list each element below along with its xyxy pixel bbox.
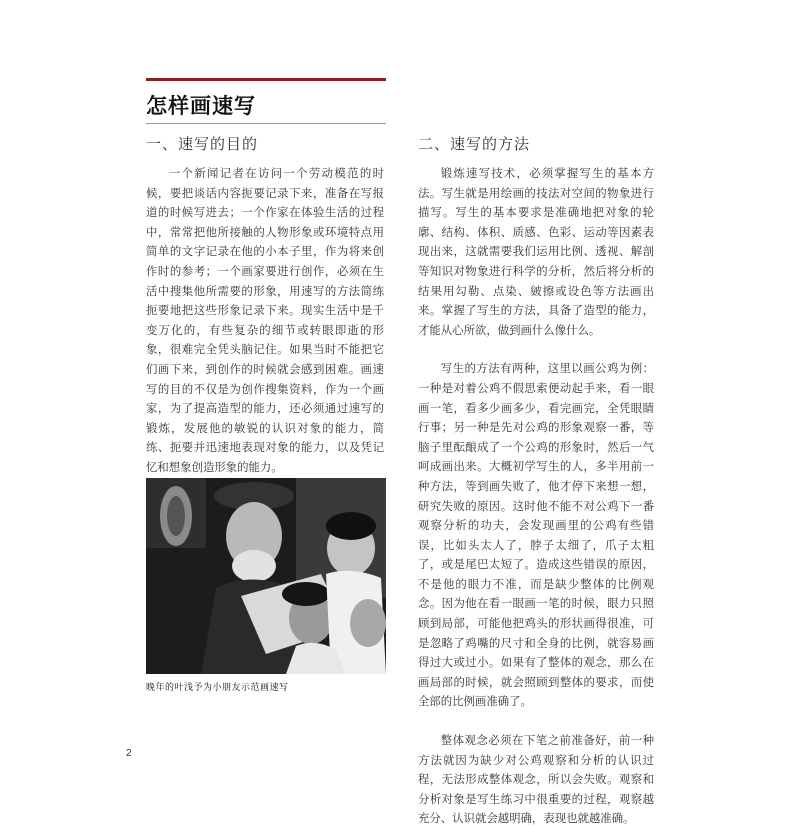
photo-caption: 晚年的叶浅予为小朋友示范画速写: [146, 683, 289, 693]
section2-body: [418, 164, 654, 829]
section1-heading: 一、速写的目的: [146, 135, 259, 153]
section2-heading: 二、速写的方法: [418, 135, 531, 153]
photo-illustration: [146, 478, 386, 674]
page-number: 2: [126, 748, 132, 759]
section1-body: [146, 164, 384, 478]
chapter-top-rule: [146, 78, 386, 81]
section2-paragraph: 锻炼速写技术，必须掌握写生的基本方法。写生就是用绘画的技法对空间的物象进行描写。写生的基本要求是准确地把对象的轮廓、结构、体积、质感、色彩、运动等因素表现出来，这就需要我们运用比例、透视、解剖等知识对物象进行科学的分析，然后将分析的结果用勾勒、点染、皴擦或设色等方法画出来。掌握了写生的方法，具备了造型的能力，才能从心所欲，做到画什么像什么。: [418, 166, 654, 337]
photo-artist-with-children: [146, 478, 386, 674]
section2-paragraph: 整体观念必须在下笔之前准备好，前一种方法就因为缺少对公鸡观察和分析的认识过程，无法形成整体观念，所以会失败。观察和分析对象是写生练习中很重要的过程，观察越充分、认识就会越明确，表现也就越准确。: [418, 733, 654, 826]
section2-paragraph: 写生的方法有两种，这里以画公鸡为例：一种是对着公鸡不假思索便动起手来，看一眼画一笔，看多少画多少，看完画完，全凭眼睛行事；另一种是先对公鸡的形象观察一番，等脑子里酝酿成了一个公鸡的形象时，然后一气呵成画出来。大概初学写生的人，多半用前一种方法，等到画失败了，他才停下来想一想，研究失败的原因。这时他不能不对公鸡下一番观察分析的功夫，会发现画里的公鸡有些错误，比如头太人了，脖子太细了，爪子太粗了，或是尾巴太短了。造成这些错误的原因，不是他的眼力不准，而是缺少整体的比例观念。因为他在看一眼画一笔的时候，眼力只照顾到局部，可能他把鸡头的形状画得很准，可是忽略了鸡嘴的尺寸和全身的比例，就容易画得过大或过小。如果有了整体的观念，那么在画局部的时候，就会照顾到整体的要求，而使全部的比例画准确了。: [418, 361, 654, 709]
section1-paragraph: 一个新闻记者在访问一个劳动模范的时候，要把谈话内容扼要记录下来，准备在写报道的时候写进去；一个作家在体验生活的过程中，常常把他所接触的人物形象或环境特点用简单的文字记录在他的小本子里，作为将来创作时的参考；一个画家要进行创作，必须在生活中搜集他所需要的形象，用速写的方法简练扼要地把这些形象记录下来。现实生活中是千变万化的，有些复杂的细节或转眼即逝的形象，很难完全凭头脑记住。如果当时不能把它们画下来，到创作的时候就会感到困难。画速写的目的不仅是为创作搜集资料，作为一个画家，为了提高造型的能力，还必须通过速写的锻炼，发展他的敏锐的认识对象的能力，简练、扼要并迅速地表现对象的能力，以及凭记忆和想象创造形象的能力。: [146, 166, 384, 474]
chapter-title-rule: [146, 123, 386, 124]
chapter-title: 怎样画速写: [146, 93, 256, 118]
